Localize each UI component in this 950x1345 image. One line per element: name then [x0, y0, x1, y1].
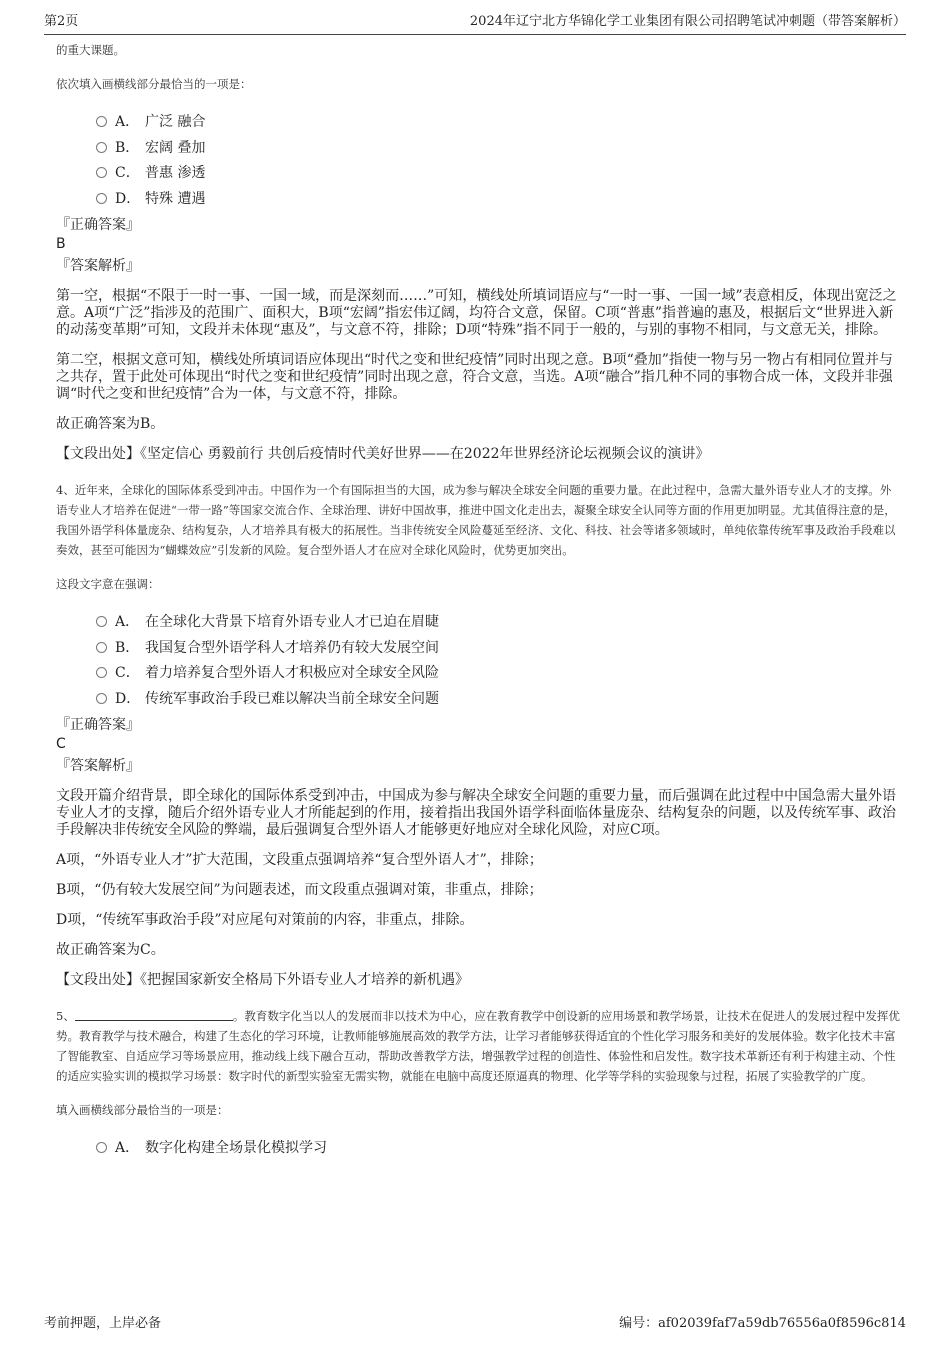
- q3-option-d[interactable]: [96, 187, 902, 213]
- radio-icon[interactable]: [96, 616, 107, 627]
- q3-option-a[interactable]: [96, 110, 902, 136]
- option-letter: D．: [115, 190, 141, 207]
- option-letter: A．: [115, 1140, 140, 1156]
- option-letter: B．: [115, 639, 140, 656]
- q5-prompt: 填入画横线部分最恰当的一项是：: [56, 1103, 229, 1117]
- q4-analysis-1: 文段开篇介绍背景，即全球化的国际体系受到冲击，中国成为参与解决全球安全问题的重要力量，而后强调在此过程中中国急需大量外语专业人才的支撑，随后介绍外语专业人才所能起到的作用，接着指出我国外语学科面临体量庞杂、结构复杂的问题，以及传统军事、政治手段解决非传统安全风险的弊端，最后强调复合型外语人才能够更好地应对全球化风险，对应C项。: [56, 788, 896, 838]
- option-letter: A．: [115, 114, 140, 130]
- q4-analysis-4: D项，“传统军事政治手段”对应尾句对策前的内容，非重点，排除。: [56, 912, 474, 928]
- footer-slogan: 考前押题，上岸必备: [44, 1316, 162, 1331]
- q3-analysis-3: 故正确答案为B。: [56, 416, 165, 432]
- radio-icon[interactable]: [96, 642, 107, 653]
- footer-id: 编号：af02039faf7a59db76556a0f8596c814: [619, 1316, 906, 1331]
- radio-icon[interactable]: [96, 193, 107, 204]
- q3-answer-label: 『正确答案』: [56, 217, 140, 233]
- option-text: 广泛 融合: [145, 114, 206, 130]
- q4-answer: C: [56, 736, 66, 752]
- q4-answer-label: 『正确答案』: [56, 717, 140, 733]
- q3-option-c[interactable]: [96, 161, 902, 187]
- q3-analysis-1: 第一空，根据“不限于一时一事、一国一域，而是深刻而……”可知，横线处所填词语应与“一时一事、一国一域”表意相反，体现出宽泛之意。A项“广泛”指涉及的范围广、面积大，B项“宏阔”指宏伟辽阔，均符合文意，保留。C项“普惠”指普遍的惠及，根据后文“世界进入新的动荡变革期”可知，文段并未体现“惠及”，与文意不符，排除；D项“特殊”指不同于一般的，与别的事物不相同，与文意无关，排除。: [56, 288, 897, 338]
- page-number: 第2页: [44, 14, 79, 29]
- q5-number: 5、: [56, 1009, 75, 1023]
- option-text: 传统军事政治手段已难以解决当前全球安全问题: [145, 690, 439, 707]
- document-title: 2024年辽宁北方华锦化学工业集团有限公司招聘笔试冲刺题（带答案解析）: [469, 14, 906, 29]
- option-text: 着力培养复合型外语人才积极应对全球安全风险: [145, 665, 439, 681]
- q3-analysis-label: 『答案解析』: [56, 258, 140, 274]
- q5-text: [56, 1006, 902, 1086]
- q5-body: 。教育数字化当以人的发展而非以技术为中心，应在教育教学中创设新的应用场景和教学场景，让技术在促进人的发展过程中发挥优势。教育教学与技术融合，构建了生态化的学习环境，让教师能够施展高效的教学方法，让学习者能够获得适宜的个性化学习服务和美好的发展体验。数字化技术丰富了智能教室、自适应学习等场景应用，推动线上线下融合互动，帮助改善教学方法，增强教学过程的创造性、体验性和启发性。数字技术革新还有利于构建主动、个性的适应实验实训的模拟学习场景：数字时代的新型实验室无需实物，就能在电脑中高度还原逼真的物理、化学等学科的实验现象与过程，拓展了实验教学的广度。: [56, 1009, 900, 1083]
- q3-option-b[interactable]: [96, 136, 902, 162]
- radio-icon[interactable]: [96, 1142, 107, 1153]
- q4-analysis-2: A项，“外语专业人才”扩大范围，文段重点强调培养“复合型外语人才”，排除；: [56, 852, 543, 868]
- radio-icon[interactable]: [96, 693, 107, 704]
- q4-analysis-3: B项，“仍有较大发展空间”为问题表述，而文段重点强调对策，非重点，排除；: [56, 882, 543, 898]
- page-content: [56, 40, 902, 1162]
- q3-analysis-2: 第二空，根据文意可知，横线处所填词语应体现出“时代之变和世纪疫情”同时出现之意。B项“叠加”指使一物与另一物占有相同位置并与之共存，置于此处可体现出“时代之变和世纪疫情”同时出现之意，符合文意，当选。A项“融合”指几种不同的事物合成一体，文段并非强调“时代之变和世纪疫情”合为一体，与文意不符，排除。: [56, 352, 893, 402]
- q5-blank: [75, 1008, 233, 1021]
- option-text: 在全球化大背景下培育外语专业人才已迫在眉睫: [145, 614, 439, 630]
- radio-icon[interactable]: [96, 667, 107, 678]
- q5-options: [96, 1136, 902, 1162]
- option-letter: C．: [115, 165, 140, 181]
- q4-option-a[interactable]: [96, 610, 902, 636]
- radio-icon[interactable]: [96, 142, 107, 153]
- option-letter: A．: [115, 614, 140, 630]
- q3-tail: 的重大课题。: [56, 43, 125, 57]
- option-letter: D．: [115, 690, 141, 707]
- q4-text: 4、近年来，全球化的国际体系受到冲击。中国作为一个有国际担当的大国，成为参与解决全球安全问题的重要力量。在此过程中，急需大量外语专业人才的支撑。外语专业人才培养在促进“一带一路”等国家交流合作、全球治理、讲好中国故事，推进中国文化走出去，凝聚全球安全认同等方面的作用更加明显。尤其值得注意的是，我国外语学科体量庞杂、结构复杂，人才培养具有极大的拓展性。当非传统安全风险蔓延至经济、文化、科技、社会等诸多领域时，单纯依靠传统军事及政治手段难以奏效，甚至可能因为“蝴蝶效应”引发新的风险。复合型外语人才在应对全球化风险时，优势更加突出。: [56, 483, 896, 557]
- q4-option-c[interactable]: [96, 661, 902, 687]
- q4-prompt: 这段文字意在强调：: [56, 577, 160, 591]
- page-header: [44, 12, 906, 35]
- q3-answer: B: [56, 236, 66, 252]
- q4-options: [96, 610, 902, 712]
- q4-option-d[interactable]: [96, 687, 902, 713]
- q3-options: [96, 110, 902, 212]
- q5-option-a[interactable]: [96, 1136, 902, 1162]
- option-text: 普惠 渗透: [145, 165, 206, 181]
- option-text: 我国复合型外语学科人才培养仍有较大发展空间: [145, 639, 439, 656]
- q3-prompt: 依次填入画横线部分最恰当的一项是：: [56, 77, 252, 91]
- radio-icon[interactable]: [96, 167, 107, 178]
- q3-source: 【文段出处】《坚定信心 勇毅前行 共创后疫情时代美好世界——在2022年世界经济论坛视频会议的演讲》: [56, 446, 710, 462]
- option-text: 数字化构建全场景化模拟学习: [145, 1140, 327, 1156]
- q4-option-b[interactable]: [96, 636, 902, 662]
- q4-analysis-5: 故正确答案为C。: [56, 942, 165, 958]
- option-text: 宏阔 叠加: [145, 139, 206, 156]
- q4-analysis-label: 『答案解析』: [56, 758, 140, 774]
- radio-icon[interactable]: [96, 116, 107, 127]
- q4-source: 【文段出处】《把握国家新安全格局下外语专业人才培养的新机遇》: [56, 972, 469, 988]
- option-letter: C．: [115, 665, 140, 681]
- option-text: 特殊 遭遇: [145, 190, 206, 207]
- option-letter: B．: [115, 139, 140, 156]
